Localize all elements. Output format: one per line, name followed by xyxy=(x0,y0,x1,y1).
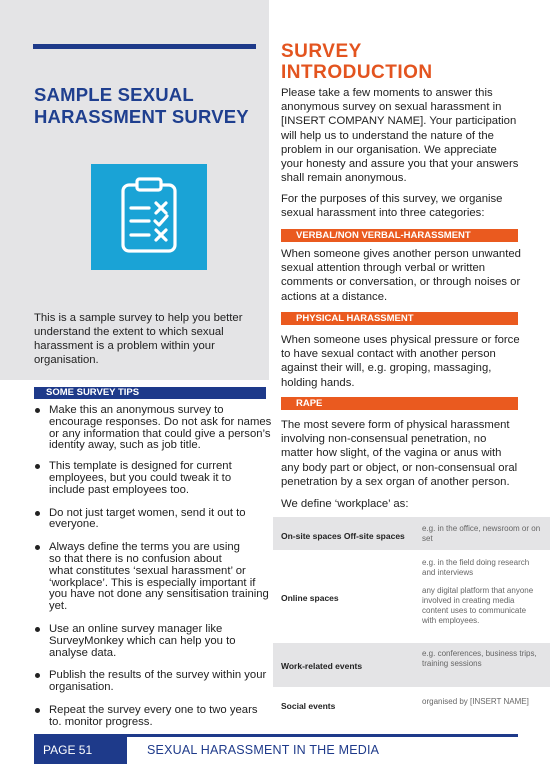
tip-item: Repeat the survey every one to two years to. monitor progress. xyxy=(34,705,272,729)
tip-item: This template is designed for current employees, but you could tweak it to include past employees too. xyxy=(34,461,272,496)
workplace-type: Work-related events xyxy=(281,661,363,671)
page-footer xyxy=(0,734,550,764)
tip-item: Use an online survey manager like SurveyMonkey which can help you to analyse data. xyxy=(34,624,272,659)
bullet-icon xyxy=(35,708,40,713)
page-title-line-1: SAMPLE SEXUAL xyxy=(34,84,194,105)
workplace-type: Social events xyxy=(281,701,336,711)
footer-title: SEXUAL HARASSMENT IN THE MEDIA xyxy=(147,743,380,757)
bullet-icon xyxy=(35,511,40,516)
category-physical-text: When someone uses physical pressure or force to have sexual contact with another person against their will, e.g. groping, massaging, holding hands. xyxy=(281,334,520,389)
workplace-description: e.g. conferences, business trips, training sessions xyxy=(422,649,537,668)
category-rape-header: RAPE xyxy=(281,397,518,410)
bullet-icon xyxy=(35,673,40,678)
workplace-type: On-site spaces Off-site spaces xyxy=(281,531,405,541)
page-number: PAGE 51 xyxy=(34,737,127,764)
tip-item: Do not just target women, send it out to everyone. xyxy=(34,508,272,532)
table-row xyxy=(273,643,550,687)
tip-item: Always define the terms you are using so that there is no confusion about what constitutes ‘sexual harassment’ or ‘workplace’. This is especially important if you have not done any sensitisation training yet. xyxy=(34,542,272,613)
bullet-icon xyxy=(35,464,40,469)
top-rule xyxy=(33,44,256,49)
workplace-description: any digital platform that anyone involved in creating media content uses to communicate with employees. xyxy=(422,586,534,625)
workplace-intro-text: We define ‘workplace’ as: xyxy=(281,498,409,510)
left-intro-text: This is a sample survey to help you better understand the extent to which sexual harassment is a problem within your organisation. xyxy=(34,312,243,366)
tip-item: Publish the results of the survey within your organisation. xyxy=(34,670,272,694)
workplace-description: e.g. in the field doing research and interviews xyxy=(422,558,530,577)
section-title-line-1: SURVEY xyxy=(281,41,362,62)
category-rape-text: The most severe form of physical harassment involving non-consensual penetration, no matter how slight, of the vagina or anus with any body part or object, or non-consensual oral penetration by a sex organ of another person. xyxy=(281,419,518,488)
workplace-description: organised by [INSERT NAME] xyxy=(422,697,529,706)
page-title xyxy=(34,84,259,128)
category-verbal-header: VERBAL/NON VERBAL-HARASSMENT xyxy=(281,229,518,242)
category-physical-header: PHYSICAL HARASSMENT xyxy=(281,312,518,325)
survey-intro-text: Please take a few moments to answer this anonymous survey on sexual harassment in [INSERT COMPANY NAME]. Your participation will help us to understand the nature of the problem in our organisation. We appreciate your honesty and assure you that your answers shall remain anonymous. xyxy=(281,87,519,185)
table-row xyxy=(273,687,550,723)
bullet-icon xyxy=(35,545,40,550)
category-verbal-text: When someone gives another person unwanted sexual attention through verbal or written comments or conversation, or through noises or actions at a distance. xyxy=(281,248,521,303)
section-title xyxy=(281,41,511,83)
table-row xyxy=(273,517,550,550)
bullet-icon xyxy=(35,408,40,413)
workplace-type: Online spaces xyxy=(281,593,339,603)
categories-intro-text: For the purposes of this survey, we organise sexual harassment into three categories: xyxy=(281,193,503,220)
section-title-line-2: INTRODUCTION xyxy=(281,62,433,83)
table-row xyxy=(273,550,550,643)
page-title-line-2: HARASSMENT SURVEY xyxy=(34,106,249,127)
tips-list xyxy=(34,405,272,729)
bullet-icon xyxy=(35,627,40,632)
clipboard-checklist-icon xyxy=(91,164,207,270)
workplace-description: e.g. in the office, newsroom or on set xyxy=(422,524,541,543)
tips-header: SOME SURVEY TIPS xyxy=(34,387,266,399)
tip-item: Make this an anonymous survey to encourage responses. Do not ask for names or any information that could give a person’s identity away, such as job title. xyxy=(34,405,272,452)
